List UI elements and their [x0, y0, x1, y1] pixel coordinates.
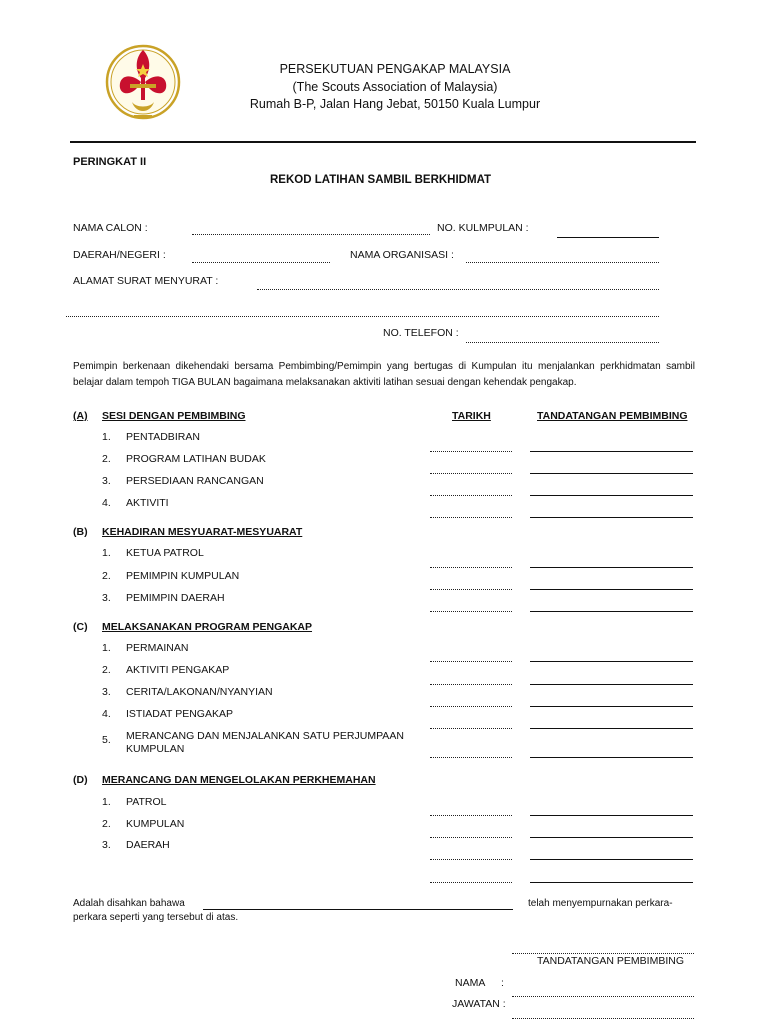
- signature-field[interactable]: [530, 706, 693, 707]
- signature-field[interactable]: [530, 451, 693, 452]
- item-label: PERSEDIAAN RANCANGAN: [126, 475, 264, 487]
- org-name-english: (The Scouts Association of Malaysia): [292, 80, 498, 94]
- signature-field[interactable]: [530, 517, 693, 518]
- nama-calon-label: NAMA CALON :: [73, 222, 148, 234]
- item-label: PEMIMPIN KUMPULAN: [126, 570, 240, 582]
- item-label-continued: KUMPULAN: [126, 743, 185, 755]
- tarikh-field[interactable]: [430, 859, 512, 860]
- item-number: 2.: [102, 570, 111, 582]
- signature-field[interactable]: [530, 661, 693, 662]
- signature-field[interactable]: [530, 684, 693, 685]
- alamat-field-line1[interactable]: [257, 289, 659, 290]
- item-label: KETUA PATROL: [126, 547, 204, 559]
- signature-field[interactable]: [530, 815, 693, 816]
- no-telefon-label: NO. TELEFON :: [383, 327, 459, 339]
- nama-label: NAMA: [455, 977, 486, 989]
- signature-field[interactable]: [530, 611, 693, 612]
- section-b-title: KEHADIRAN MESYUARAT-MESYUARAT: [102, 526, 303, 538]
- section-a-title: SESI DENGAN PEMBIMBING: [102, 410, 246, 422]
- section-b-code: (B): [73, 526, 88, 538]
- tarikh-field[interactable]: [430, 706, 512, 707]
- tarikh-column-header: TARIKH: [452, 410, 491, 422]
- org-name: PERSEKUTUAN PENGAKAP MALAYSIA: [279, 62, 511, 76]
- item-number: 5.: [102, 734, 111, 746]
- item-label: PROGRAM LATIHAN BUDAK: [126, 453, 266, 465]
- level-label: PERINGKAT II: [73, 156, 147, 168]
- nama-colon: :: [501, 977, 504, 989]
- tandatangan-column-header: TANDATANGAN PEMBIMBING: [537, 410, 688, 422]
- item-number: 3.: [102, 686, 111, 698]
- item-number: 4.: [102, 497, 111, 509]
- no-kulmpulan-field[interactable]: [557, 237, 659, 238]
- signature-field[interactable]: [530, 757, 693, 758]
- header-divider: [70, 141, 696, 143]
- item-label: PERMAINAN: [126, 642, 189, 654]
- tarikh-field[interactable]: [430, 451, 512, 452]
- intro-paragraph: Pemimpin berkenaan dikehendaki bersama Pembimbing/Pemimpin yang bertugas di Kumpulan itu menjalankan perkhidmatan sambil belajar dalam tempoh TIGA BULAN bagaimana melaksanakan aktiviti latihan sesuai dengan kehendak pengakap.: [73, 361, 695, 388]
- signature-line[interactable]: [512, 953, 694, 954]
- signature-field[interactable]: [530, 495, 693, 496]
- org-address: Rumah B-P, Jalan Hang Jebat, 50150 Kuala Lumpur: [249, 97, 541, 111]
- signature-field[interactable]: [530, 882, 693, 883]
- form-title: REKOD LATIHAN SAMBIL BERKHIDMAT: [270, 174, 492, 186]
- item-label: AKTIVITI: [126, 497, 169, 509]
- section-d-title: MERANCANG DAN MENGELOLAKAN PERKHEMAHAN: [102, 774, 376, 786]
- item-number: 2.: [102, 818, 111, 830]
- nama-calon-field[interactable]: [192, 234, 430, 235]
- certified-name-field[interactable]: [203, 909, 513, 910]
- item-label: PEMIMPIN DAERAH: [126, 592, 225, 604]
- jawatan-field[interactable]: [512, 1018, 694, 1019]
- item-number: 2.: [102, 453, 111, 465]
- alamat-label: ALAMAT SURAT MENYURAT :: [73, 275, 219, 287]
- item-number: 1.: [102, 796, 111, 808]
- item-label: AKTIVITI PENGAKAP: [126, 664, 230, 676]
- no-telefon-field[interactable]: [466, 342, 659, 343]
- signature-field[interactable]: [530, 567, 693, 568]
- section-d-code: (D): [73, 774, 88, 786]
- tarikh-field[interactable]: [430, 757, 512, 758]
- item-number: 3.: [102, 839, 111, 851]
- tarikh-field[interactable]: [430, 661, 512, 662]
- section-a-code: (A): [73, 410, 88, 422]
- item-number: 3.: [102, 592, 111, 604]
- tarikh-field[interactable]: [430, 882, 512, 883]
- section-c-code: (C): [73, 621, 88, 633]
- tarikh-field[interactable]: [430, 589, 512, 590]
- item-label: PATROL: [126, 796, 167, 808]
- item-number: 2.: [102, 664, 111, 676]
- tarikh-field[interactable]: [430, 728, 512, 729]
- tarikh-field[interactable]: [430, 567, 512, 568]
- signature-field[interactable]: [530, 728, 693, 729]
- jawatan-label: JAWATAN :: [452, 998, 506, 1010]
- item-number: 1.: [102, 642, 111, 654]
- item-number: 4.: [102, 708, 111, 720]
- item-number: 1.: [102, 431, 111, 443]
- item-number: 1.: [102, 547, 111, 559]
- item-label: KUMPULAN: [126, 818, 185, 830]
- alamat-field-line2[interactable]: [66, 316, 659, 317]
- signature-label: TANDATANGAN PEMBIMBING: [537, 955, 685, 967]
- tarikh-field[interactable]: [430, 517, 512, 518]
- tarikh-field[interactable]: [430, 684, 512, 685]
- tarikh-field[interactable]: [430, 815, 512, 816]
- item-label: PENTADBIRAN: [126, 431, 200, 443]
- item-number: 3.: [102, 475, 111, 487]
- signature-field[interactable]: [530, 837, 693, 838]
- certify-text-end: telah menyempurnakan perkara-: [528, 898, 673, 909]
- item-label: MERANCANG DAN MENJALANKAN SATU PERJUMPAAN: [126, 730, 404, 742]
- tarikh-field[interactable]: [430, 837, 512, 838]
- certify-text-start: Adalah disahkan bahawa: [73, 898, 185, 909]
- scout-emblem-logo: [104, 42, 182, 126]
- tarikh-field[interactable]: [430, 495, 512, 496]
- daerah-negeri-label: DAERAH/NEGERI :: [73, 249, 166, 261]
- signature-field[interactable]: [530, 589, 693, 590]
- tarikh-field[interactable]: [430, 473, 512, 474]
- daerah-negeri-field[interactable]: [192, 262, 330, 263]
- nama-organisasi-label: NAMA ORGANISASI :: [350, 249, 454, 261]
- tarikh-field[interactable]: [430, 611, 512, 612]
- section-c-title: MELAKSANAKAN PROGRAM PENGAKAP: [102, 621, 313, 633]
- certify-text-line2: perkara seperti yang tersebut di atas.: [73, 912, 239, 923]
- item-label: DAERAH: [126, 839, 170, 851]
- item-label: ISTIADAT PENGAKAP: [126, 708, 233, 720]
- no-kulmpulan-label: NO. KULMPULAN :: [437, 222, 529, 234]
- nama-field[interactable]: [512, 996, 694, 997]
- signature-field[interactable]: [530, 859, 693, 860]
- nama-organisasi-field[interactable]: [466, 262, 659, 263]
- signature-field[interactable]: [530, 473, 693, 474]
- item-label: CERITA/LAKONAN/NYANYIAN: [126, 686, 273, 698]
